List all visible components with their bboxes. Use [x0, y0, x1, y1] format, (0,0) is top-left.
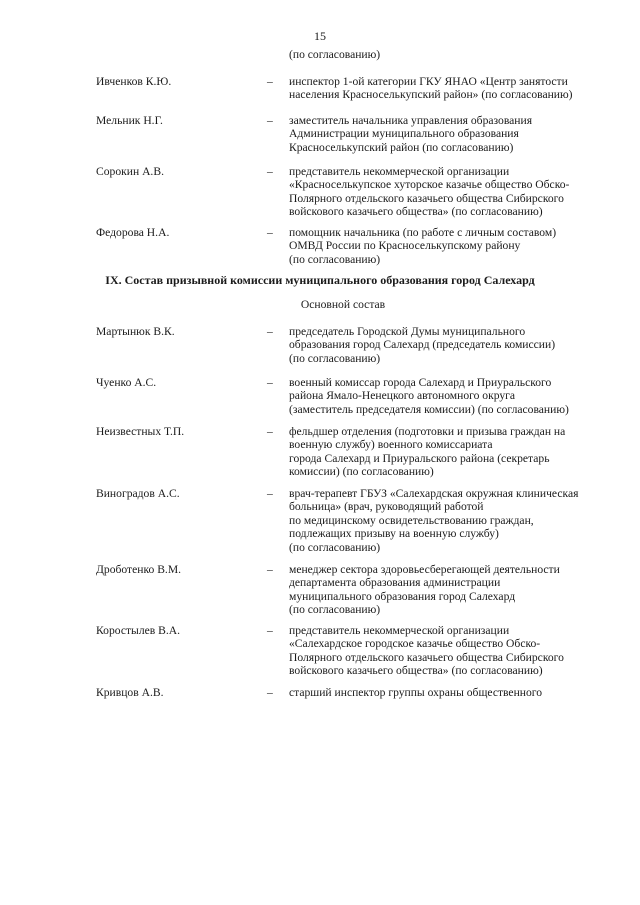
position-line: заместитель начальника управления образования — [289, 114, 533, 127]
member-dash: – — [267, 624, 273, 637]
member-name: Коростылев В.А. — [96, 624, 181, 637]
continued-line: (по согласованию) — [289, 48, 381, 61]
position-line: ОМВД России по Красноселькупскому району — [289, 239, 521, 253]
member-name: Кривцов А.В. — [96, 686, 164, 699]
member-dash: – — [267, 165, 273, 178]
position-line: «Красноселькупское хуторское казачье общество Обско- — [289, 178, 570, 192]
position-line: (по согласованию) — [289, 252, 381, 266]
position-line: Администрации муниципального образования — [289, 127, 519, 141]
member-position — [289, 325, 619, 365]
member-position — [289, 686, 619, 699]
page-number: 15 — [314, 29, 326, 43]
member-position — [289, 165, 619, 219]
member-dash: – — [267, 75, 273, 88]
position-line: департамента образования администрации — [289, 576, 501, 590]
member-name: Дроботенко В.М. — [96, 563, 182, 576]
position-line: войскового казачьего общества» (по согласованию) — [289, 205, 543, 219]
position-line: Полярного отдельского казачьего общества Сибирского — [289, 650, 564, 664]
member-name: Чуенко А.С. — [96, 376, 157, 389]
section-subheading: Основной состав — [300, 298, 386, 311]
member-position — [289, 75, 619, 102]
section-heading: IX. Состав призывной комиссии муниципального образования город Салехард — [105, 273, 535, 287]
member-position — [289, 624, 619, 678]
member-position — [289, 376, 619, 416]
position-line: председатель Городской Думы муниципального — [289, 325, 526, 338]
member-dash: – — [267, 563, 273, 576]
member-name: Неизвестных Т.П. — [96, 425, 185, 438]
member-dash: – — [267, 376, 273, 389]
position-line: муниципального образования город Салехард — [289, 589, 516, 603]
member-position — [289, 226, 619, 266]
member-name: Виноградов А.С. — [96, 487, 180, 500]
position-line: фельдшер отделения (подготовки и призыва граждан на — [289, 425, 566, 438]
position-line: комиссии) (по согласованию) — [289, 465, 434, 479]
position-line: населения Красноселькупский район» (по согласованию) — [289, 88, 573, 102]
position-line: района Ямало-Ненецкого автономного округа — [289, 389, 516, 403]
position-line: (по согласованию) — [289, 540, 381, 554]
position-line: по медицинскому освидетельствованию граждан, — [289, 513, 534, 527]
position-line: помощник начальника (по работе с личным составом) — [289, 226, 557, 239]
position-line: города Салехард и Приуральского района (секретарь — [289, 451, 550, 465]
member-position — [289, 563, 619, 617]
position-line: больница» (врач, руководящий работой — [289, 500, 484, 514]
position-line: (по согласованию) — [289, 351, 381, 365]
member-dash: – — [267, 425, 273, 438]
position-line: представитель некоммерческой организации — [289, 624, 510, 637]
position-line: Красноселькупский район (по согласованию) — [289, 140, 514, 154]
position-line: представитель некоммерческой организации — [289, 165, 510, 178]
position-line: военную службу) военного комиссариата — [289, 438, 493, 452]
position-line: образования город Салехард (председатель комиссии) — [289, 338, 556, 352]
position-line: врач-терапевт ГБУЗ «Салехардская окружная клиническая — [289, 487, 579, 500]
position-line: старший инспектор группы охраны общественного — [289, 686, 543, 699]
member-position — [289, 487, 619, 554]
position-line: «Салехардское городское казачье общество Обско- — [289, 637, 541, 651]
position-line: Полярного отдельского казачьего общества Сибирского — [289, 191, 564, 205]
member-dash: – — [267, 325, 273, 338]
position-line: подлежащих призыву на военную службу) — [289, 527, 499, 541]
member-dash: – — [267, 114, 273, 127]
member-position — [289, 425, 619, 479]
position-line: войскового казачьего общества» (по согласованию) — [289, 664, 543, 678]
member-name: Мельник Н.Г. — [96, 114, 163, 127]
member-name: Федорова Н.А. — [96, 226, 170, 239]
member-name: Мартынюк В.К. — [96, 325, 175, 338]
member-position — [289, 114, 619, 154]
member-name: Ивченков К.Ю. — [96, 75, 172, 88]
member-name: Сорокин А.В. — [96, 165, 164, 178]
position-line: военный комиссар города Салехард и Приуральского — [289, 376, 552, 389]
member-dash: – — [267, 487, 273, 500]
position-line: менеджер сектора здоровьесберегающей деятельности — [289, 563, 560, 576]
position-line: (по согласованию) — [289, 603, 381, 617]
member-dash: – — [267, 226, 273, 239]
position-line: (заместитель председателя комиссии) (по согласованию) — [289, 402, 569, 416]
member-dash: – — [267, 686, 273, 699]
position-line: инспектор 1-ой категории ГКУ ЯНАО «Центр занятости — [289, 75, 568, 88]
